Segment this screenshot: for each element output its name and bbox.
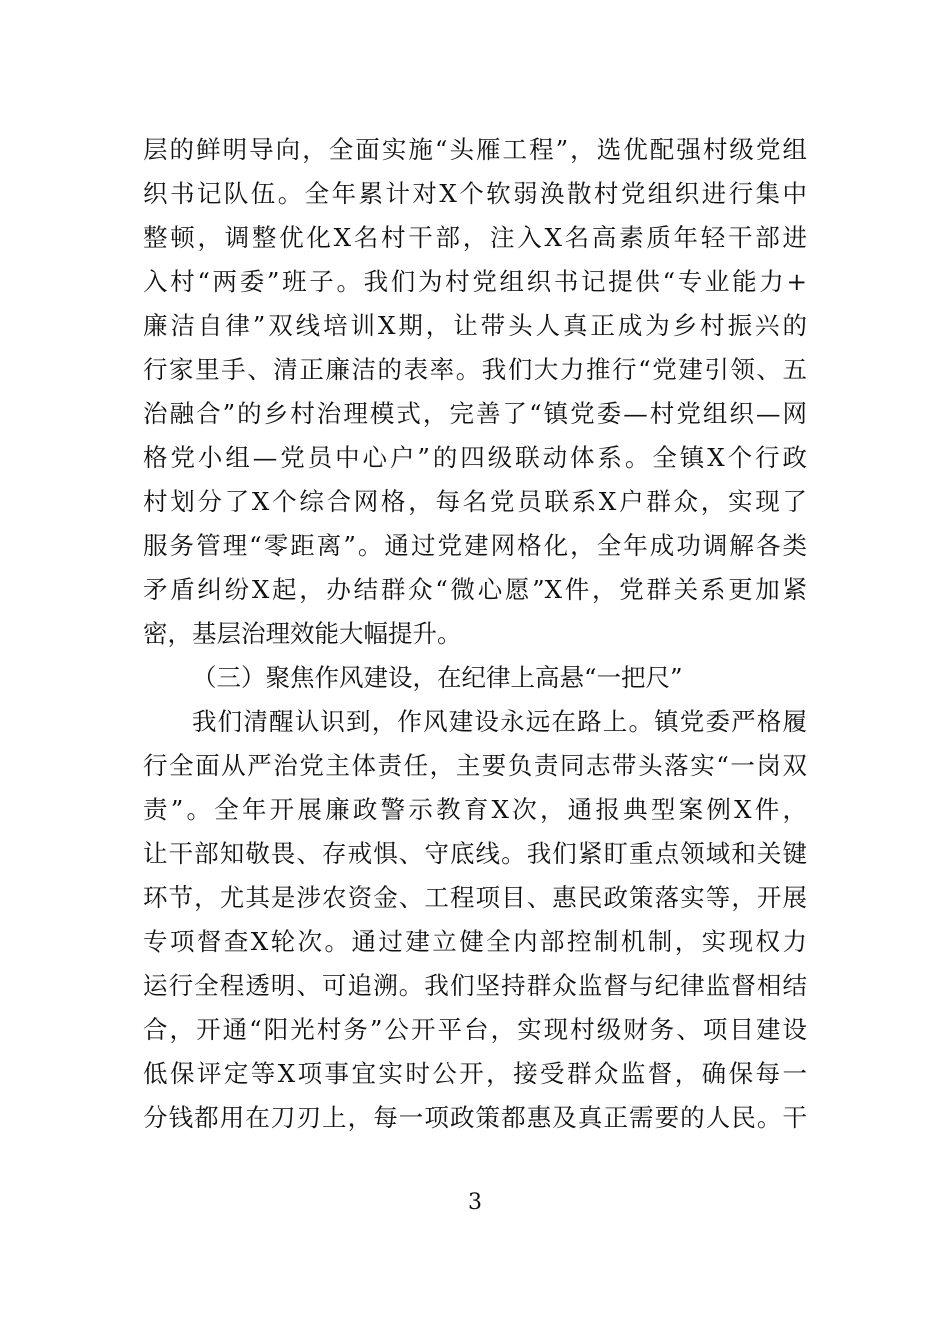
paragraph-2-line-3: 责”。全年开展廉政警示教育X次，通报典型案例X件， [143,795,807,824]
paragraph-2-line-8: 合，开通“阳光村务”公开平台，实现村级财务、项目建设 [143,1015,807,1044]
paragraph-1-line-10: 服务管理“零距离”。通过党建网格化，全年成功调解各类 [143,531,807,560]
paragraph-2-line-2: 行全面从严治党主体责任，主要负责同志带头落实“一岗双 [143,751,807,780]
paragraph-2-line-6: 专项督查X轮次。通过建立健全内部控制机制，实现权力 [143,927,807,956]
paragraph-1-line-6: 行家里手、清正廉洁的表率。我们大力推行“党建引领、五 [143,355,807,384]
paragraph-1-line-2: 织书记队伍。全年累计对X个软弱涣散村党组织进行集中 [143,179,807,208]
paragraph-1-line-1: 层的鲜明导向，全面实施“头雁工程”，选优配强村级党组 [143,135,807,164]
paragraph-2-line-10: 分钱都用在刀刃上，每一项政策都惠及真正需要的人民。干 [143,1103,807,1132]
paragraph-1-line-9: 村划分了X个综合网格，每名党员联系X户群众，实现了 [143,487,807,516]
paragraph-2-line-1: 我们清醒认识到，作风建设永远在路上。镇党委严格履 [192,707,807,736]
paragraph-2-line-9: 低保评定等X项事宜实时公开，接受群众监督，确保每一 [143,1059,807,1088]
paragraph-1-line-8: 格党小组—党员中心户”的四级联动体系。全镇X个行政 [143,443,807,472]
paragraph-1-line-3: 整顿，调整优化X名村干部，注入X名高素质年轻干部进 [143,223,807,252]
paragraph-1-line-4: 入村“两委”班子。我们为村党组织书记提供“专业能力+ [143,267,807,296]
page-number: 3 [468,1190,482,1215]
paragraph-2-line-4: 让干部知敬畏、存戒惧、守底线。我们紧盯重点领域和关键 [143,839,807,868]
paragraph-1-line-11: 矛盾纠纷X起，办结群众“微心愿”X件，党群关系更加紧 [143,575,807,604]
paragraph-2-line-7: 运行全程透明、可追溯。我们坚持群众监督与纪律监督相结 [143,971,807,1000]
paragraph-1-line-7: 治融合”的乡村治理模式，完善了“镇党委—村党组织—网 [143,399,807,428]
section-heading: （三）聚焦作风建设，在纪律上高悬“一把尺” [192,663,683,692]
paragraph-2-line-5: 环节，尤其是涉农资金、工程项目、惠民政策落实等，开展 [143,883,807,912]
paragraph-1-line-5: 廉洁自律”双线培训X期，让带头人真正成为乡村振兴的 [143,311,807,340]
paragraph-1-line-12: 密，基层治理效能大幅提升。 [143,619,462,648]
